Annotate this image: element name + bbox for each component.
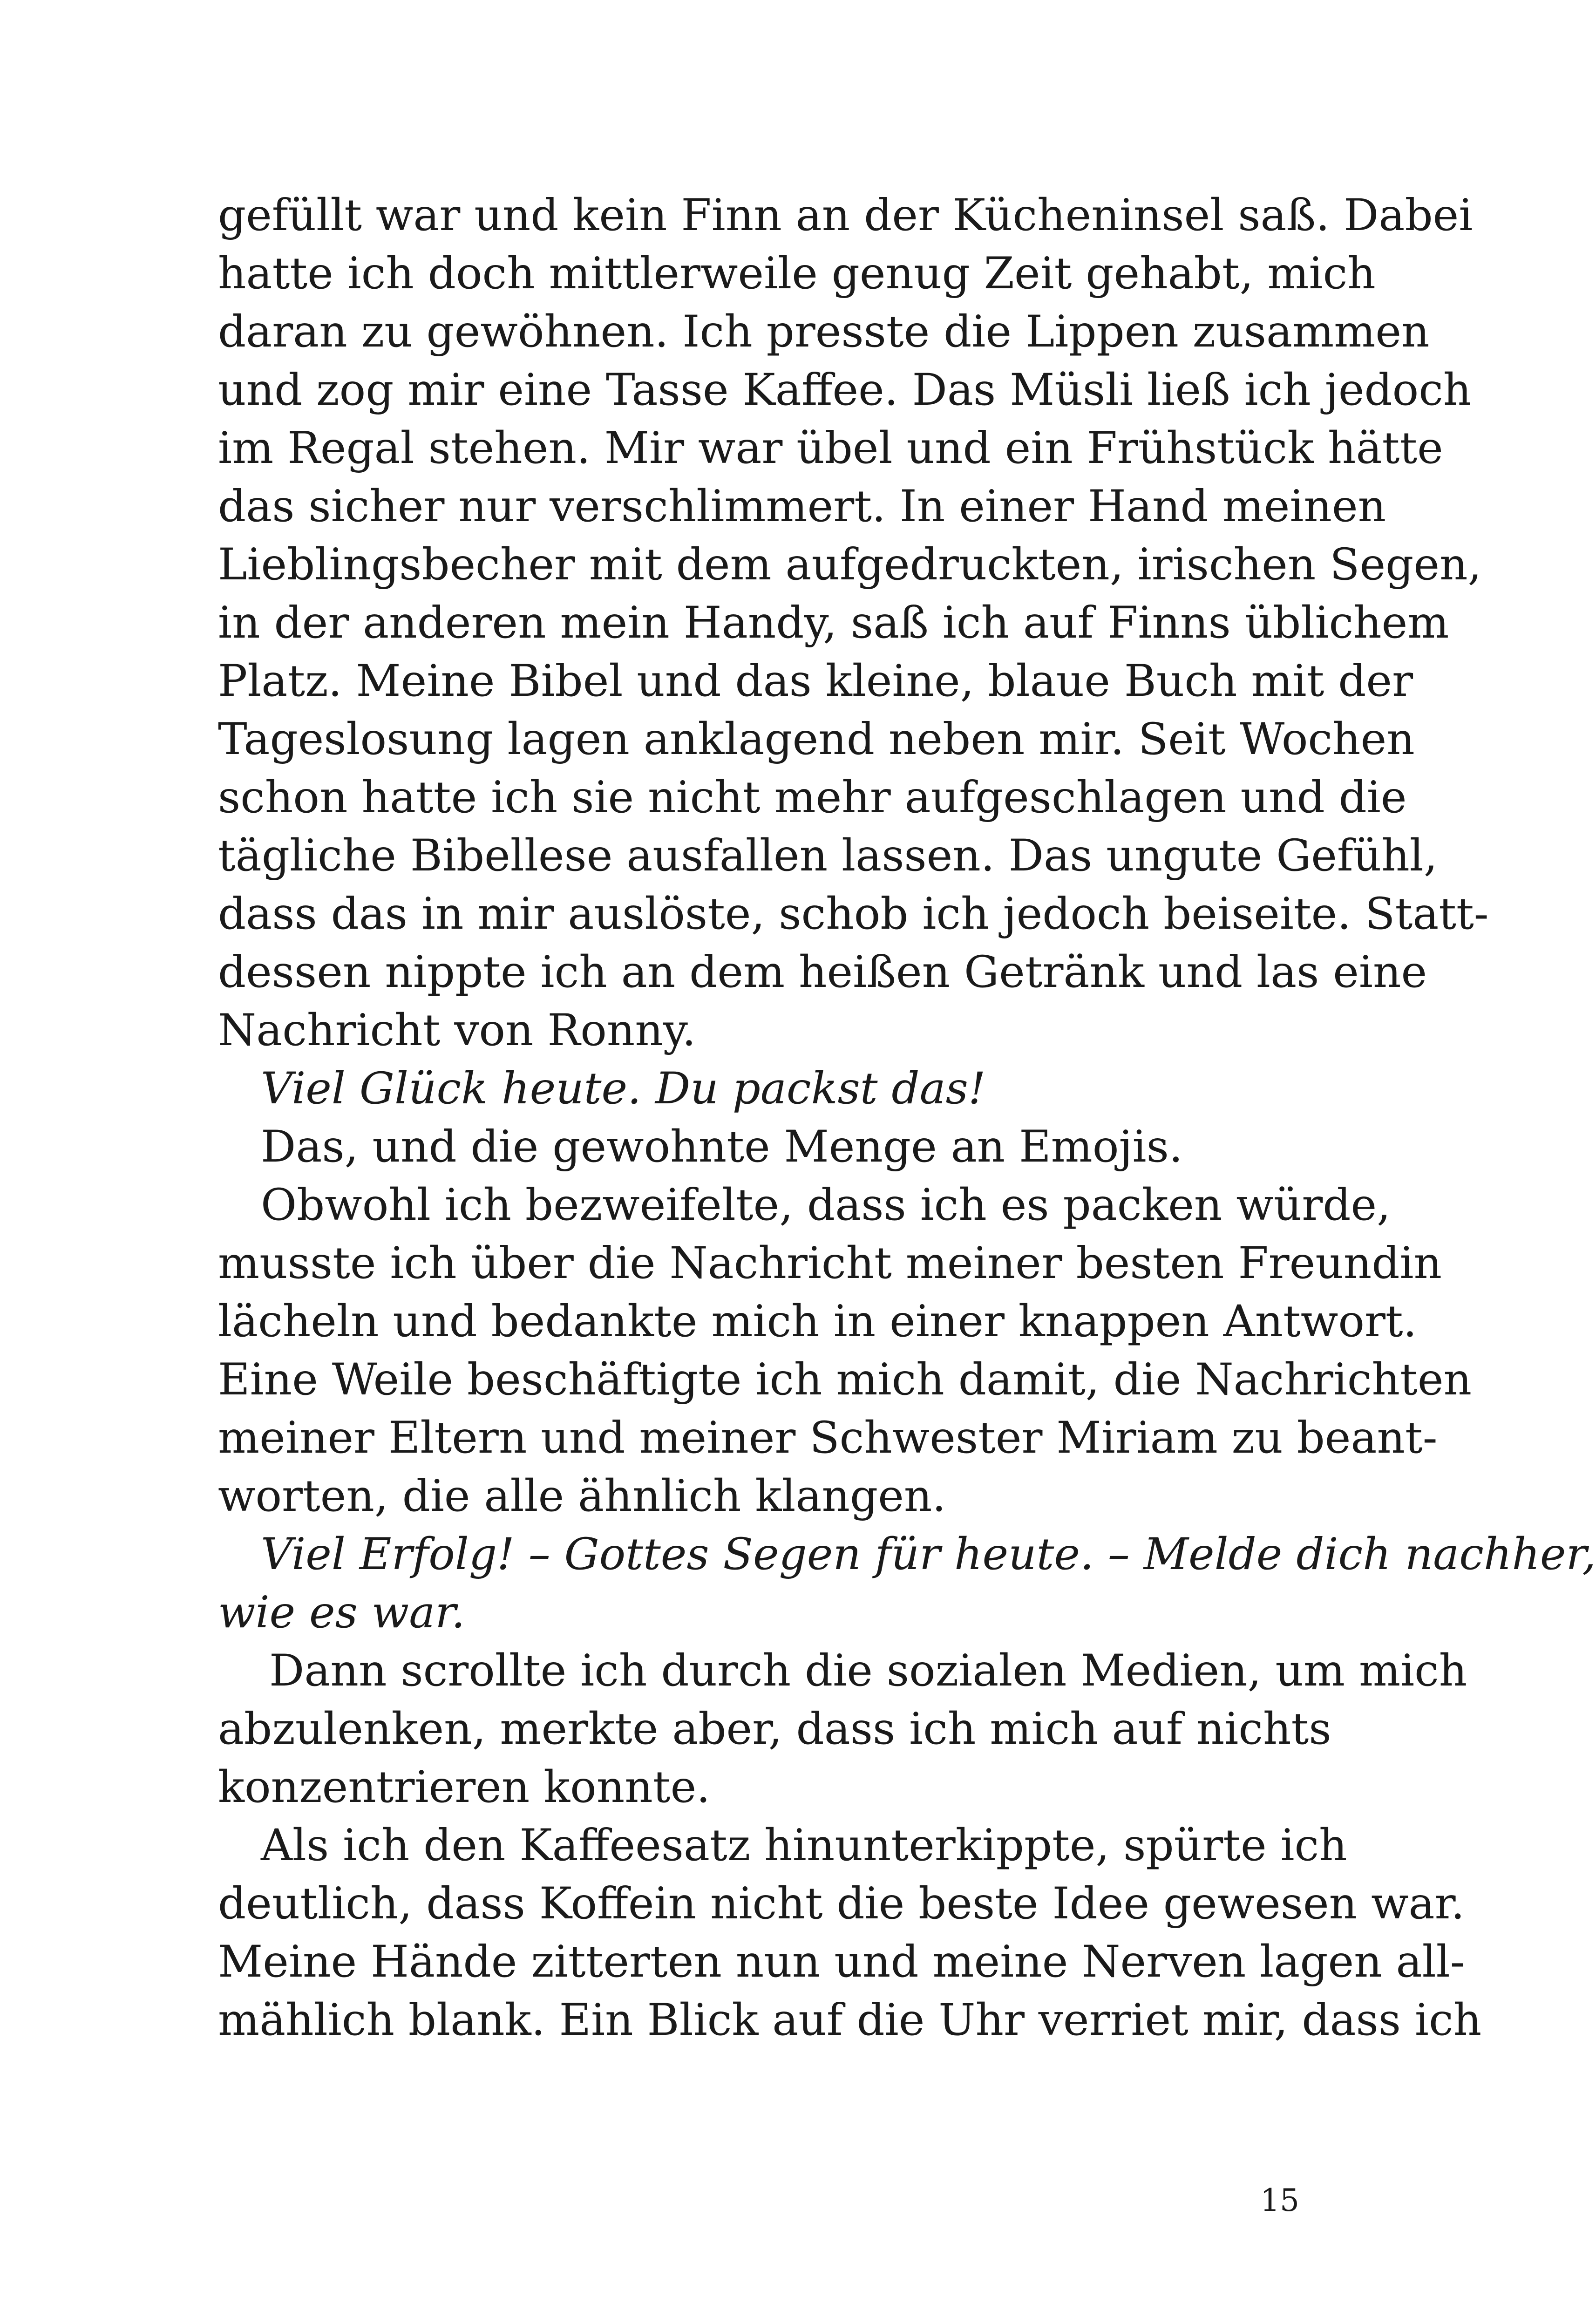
text-line: im Regal stehen. Mir war übel und ein Frühstück hätte: [218, 423, 1443, 474]
text-line: konzentrieren konnte.: [218, 1762, 711, 1813]
text-line: tägliche Bibellese ausfallen lassen. Das ungute Gefühl,: [218, 830, 1438, 881]
italic-message: Viel Glück heute. Du packst das!: [261, 1063, 986, 1114]
text-line: schon hatte ich sie nicht mehr aufgeschlagen und die: [218, 772, 1407, 823]
text-line: das sicher nur verschlimmert. In einer Hand meinen: [218, 481, 1386, 532]
text-line: Eine Weile beschäftigte ich mich damit, die Nachrichten: [218, 1354, 1472, 1405]
text-line: worten, die alle ähnlich klangen.: [218, 1471, 946, 1522]
page-number: 15: [1260, 2182, 1299, 2218]
text-line: Tageslosung lagen anklagend neben mir. Seit Wochen: [218, 714, 1415, 765]
italic-message: wie es war.: [218, 1587, 465, 1638]
text-line: Meine Hände zitterten nun und meine Nerven lagen all-: [218, 1937, 1465, 1987]
text-line: dass das in mir auslöste, schob ich jedoch beiseite. Statt-: [218, 889, 1489, 939]
text-line: in der anderen mein Handy, saß ich auf Finns üblichem: [218, 598, 1449, 648]
text-line: musste ich über die Nachricht meiner besten Freundin: [218, 1238, 1442, 1289]
text-line: Platz. Meine Bibel und das kleine, blaue Buch mit der: [218, 656, 1413, 707]
text-line: Dann scrollte ich durch die sozialen Medien, um mich: [269, 1645, 1467, 1696]
text-line: Nachricht von Ronny.: [218, 1005, 696, 1056]
text-line: daran zu gewöhnen. Ich presste die Lippen zusammen: [218, 306, 1430, 357]
text-line: deutlich, dass Koffein nicht die beste Idee gewesen war.: [218, 1878, 1465, 1929]
text-line: gefüllt war und kein Finn an der Kücheninsel saß. Dabei: [218, 190, 1473, 241]
text-line: lächeln und bedankte mich in einer knappen Antwort.: [218, 1296, 1417, 1347]
text-line: Obwohl ich bezweifelte, dass ich es packen würde,: [261, 1180, 1391, 1230]
text-line: dessen nippte ich an dem heißen Getränk und las eine: [218, 947, 1427, 998]
italic-message: Viel Erfolg! – Gottes Segen für heute. – Melde dich nachher,: [261, 1529, 1596, 1580]
text-line: und zog mir eine Tasse Kaffee. Das Müsli ließ ich jedoch: [218, 365, 1472, 415]
text-line: mählich blank. Ein Blick auf die Uhr verriet mir, dass ich: [218, 1995, 1482, 2046]
text-line: hatte ich doch mittlerweile genug Zeit gehabt, mich: [218, 248, 1376, 299]
text-line: Als ich den Kaffeesatz hinunterkippte, spürte ich: [261, 1820, 1347, 1871]
text-line: meiner Eltern und meiner Schwester Miriam zu beant-: [218, 1413, 1438, 1463]
text-line: abzulenken, merkte aber, dass ich mich auf nichts: [218, 1704, 1331, 1754]
body-text: [218, 186, 1596, 2049]
text-line: Das, und die gewohnte Menge an Emojis.: [261, 1122, 1183, 1172]
text-line: Lieblingsbecher mit dem aufgedruckten, irischen Segen,: [218, 539, 1482, 590]
